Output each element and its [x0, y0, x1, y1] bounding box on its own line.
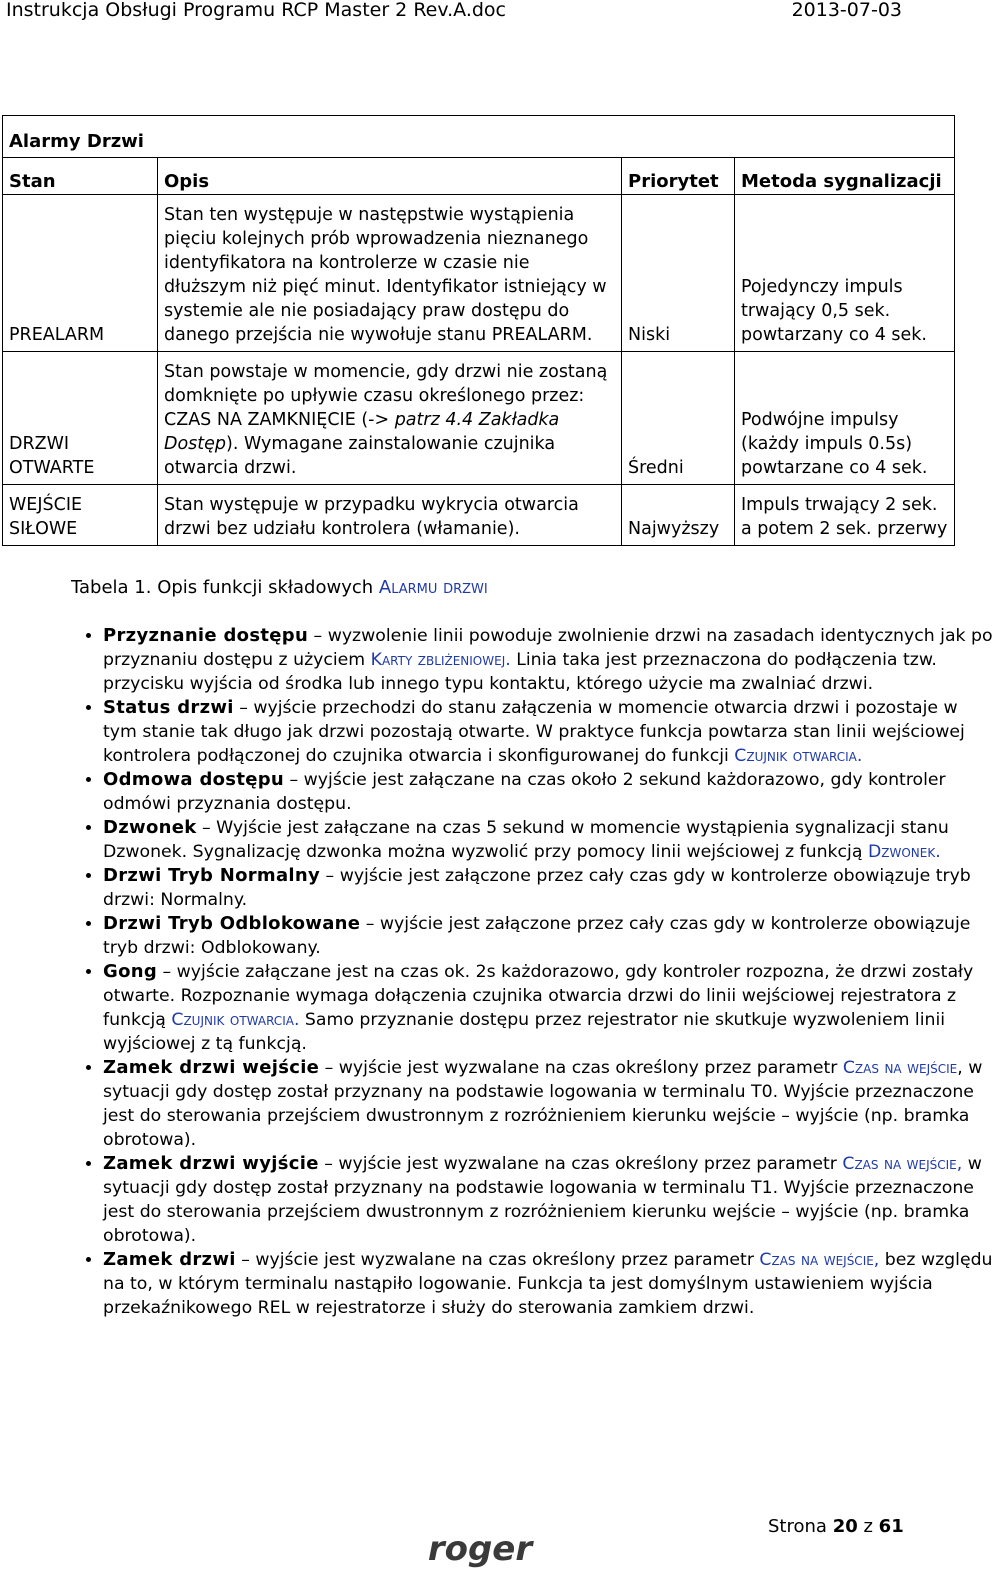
- column-header: Priorytet: [622, 158, 735, 195]
- list-item: [103, 816, 993, 864]
- function-text: , w sytuacji gdy dostęp został przyznany na podstawie logowania w terminalu T0. Wyjście przeznaczone jest do sterowania przejściem dwustronnym z rozróżnieniem kierunku wejście – wyjście (np. bramka obrotowa).: [103, 1058, 983, 1150]
- priority-cell: Średni: [622, 352, 735, 485]
- list-item: [103, 1056, 993, 1152]
- roger-logo: [425, 1530, 535, 1570]
- function-link[interactable]: Czujnik otwarcia.: [171, 1010, 300, 1030]
- function-term: Status drzwi: [103, 697, 234, 718]
- svg-text:roger: roger: [427, 1529, 533, 1569]
- function-link[interactable]: Czas na wejście: [842, 1058, 958, 1078]
- list-item: [103, 1152, 993, 1248]
- description-text: Stan powstaje w momencie, gdy drzwi nie zostaną domknięte po upływie czasu określonego przez: CZAS NA ZAMKNIĘCIE (->: [164, 362, 608, 430]
- table-row: [3, 195, 955, 352]
- page-header: [0, 0, 960, 28]
- method-cell: Impuls trwający 2 sek. a potem 2 sek. przerwy: [735, 485, 955, 546]
- function-text: – wyjście jest załączane na czas około 2 sekund każdorazowo, gdy kontroler odmówi przyznania dostępu.: [103, 770, 946, 814]
- function-text: – wyjście przechodzi do stanu załączenia w momencie otwarcia drzwi i pozostaje w tym stanie tak długo jak drzwi pozostają otwarte. W praktyce funkcja powtarza stan linii wejściowej kontrolera podłączonej do czujnika otwarcia i skonfigurowanej do funkcji: [103, 698, 965, 766]
- list-item: [103, 624, 993, 696]
- description-cell: [158, 352, 622, 485]
- table-title-row: [3, 116, 955, 158]
- list-item: [103, 696, 993, 768]
- function-text: – wyjście załączane jest na czas ok. 2s każdorazowo, gdy kontroler rozpozna, że drzwi zostały otwarte. Rozpoznanie wymaga dołączenia czujnika otwarcia drzwi do linii wejściowej rejestratora z funkcją: [103, 962, 974, 1030]
- function-text: bez względu na to, w którym terminalu nastąpiło logowanie. Funkcja ta jest domyślnym ustawieniem wyjścia przekaźnikowego REL w rejestratorze i służy do sterowania zamkiem drzwi.: [103, 1250, 993, 1318]
- function-text: – Wyjście jest załączane na czas 5 sekund w momencie wystąpienia sygnalizacji stanu Dzwonek. Sygnalizację dzwonka można wyzwolić przy pomocy linii wejściowej z funkcją: [103, 818, 949, 862]
- function-link[interactable]: Czujnik otwarcia.: [734, 746, 863, 766]
- column-header: Opis: [158, 158, 622, 195]
- caption-text: Tabela 1. Opis funkcji składowych: [71, 577, 379, 598]
- function-link[interactable]: Czas na wejście,: [759, 1250, 880, 1270]
- list-item: [103, 912, 993, 960]
- list-item: [103, 1248, 993, 1320]
- function-text: – wyjście jest wyzwalane na czas określony przez parametr: [319, 1058, 843, 1078]
- table-title: Alarmy Drzwi: [3, 116, 955, 158]
- priority-cell: Niski: [622, 195, 735, 352]
- document-date: 2013-07-03: [791, 0, 902, 21]
- state-cell: WEJŚCIE SIŁOWE: [3, 485, 158, 546]
- description-cell: Stan występuje w przypadku wykrycia otwarcia drzwi bez udziału kontrolera (włamanie).: [158, 485, 622, 546]
- function-term: Zamek drzwi wejście: [103, 1057, 320, 1078]
- function-text: Samo przyznanie dostępu przez rejestrator nie skutkuje wyzwoleniem linii wyjściowej z tą funkcją.: [103, 1010, 946, 1054]
- function-text: Linia taka jest przeznaczona do podłączenia tzw. przycisku wyjścia od środka lub innego typu kontaktu, którego użycie ma zwalniać drzwi.: [103, 650, 937, 694]
- function-text: – wyjście jest załączone przez cały czas gdy w kontrolerze obowiązuje tryb drzwi: Odblokowany.: [103, 914, 971, 958]
- function-term: Gong: [103, 961, 158, 982]
- function-text: – wyjście jest wyzwalane na czas określony przez parametr: [235, 1250, 760, 1270]
- function-term: Zamek drzwi wyjście: [103, 1153, 319, 1174]
- cross-reference: patrz 4.4 Zakładka Dostęp: [164, 410, 560, 454]
- document-title: Instrukcja Obsługi Programu RCP Master 2 Rev.A.doc: [6, 0, 506, 21]
- function-term: Odmowa dostępu: [103, 769, 285, 790]
- function-term: Zamek drzwi: [103, 1249, 236, 1270]
- state-cell: PREALARM: [3, 195, 158, 352]
- door-alarms-table: [2, 115, 955, 546]
- method-cell: Pojedynczy impuls trwający 0,5 sek. powtarzany co 4 sek.: [735, 195, 955, 352]
- function-term: Drzwi Tryb Odblokowane: [103, 913, 361, 934]
- state-cell: DRZWI OTWARTE: [3, 352, 158, 485]
- function-term: Drzwi Tryb Normalny: [103, 865, 321, 886]
- function-link[interactable]: Czas na wejście,: [842, 1154, 963, 1174]
- function-term: Dzwonek: [103, 817, 197, 838]
- function-link[interactable]: Dzwonek.: [867, 842, 941, 862]
- list-item: [103, 864, 993, 912]
- method-cell: Podwójne impulsy (każdy impuls 0.5s) powtarzane co 4 sek.: [735, 352, 955, 485]
- description-text: ). Wymagane zainstalowanie czujnika otwarcia drzwi.: [164, 434, 556, 478]
- page-number: Strona 20 z 61: [768, 1516, 904, 1537]
- table-header-row: [3, 158, 955, 195]
- column-header: Metoda sygnalizacji: [735, 158, 955, 195]
- total-pages: 61: [878, 1516, 904, 1537]
- description-cell: Stan ten występuje w następstwie wystąpienia pięciu kolejnych prób wprowadzenia nieznanego identyfikatora na kontrolerze w czasie nie dłuższym niż pięć minut. Identyfikator istniejący w systemie ale nie posiadający praw dostępu do danego przejścia nie wywołuje stanu PREALARM.: [158, 195, 622, 352]
- function-text: – wyjście jest wyzwalane na czas określony przez parametr: [318, 1154, 843, 1174]
- function-text: – wyjście jest załączone przez cały czas gdy w kontrolerze obowiązuje tryb drzwi: Normalny.: [103, 866, 971, 910]
- function-text: w sytuacji gdy dostęp został przyznany na podstawie logowania w terminalu T1. Wyjście przeznaczone jest do sterowania przejściem dwustronnym z rozróżnieniem kierunku wejście – wyjście (np. bramka obrotowa).: [103, 1154, 982, 1246]
- table-caption: [71, 577, 488, 598]
- function-term: Przyznanie dostępu: [103, 625, 309, 646]
- list-item: [103, 768, 993, 816]
- table-row: [3, 352, 955, 485]
- column-header: Stan: [3, 158, 158, 195]
- priority-cell: Najwyższy: [622, 485, 735, 546]
- function-text: – wyzwolenie linii powoduje zwolnienie drzwi na zasadach identycznych jak po przyznaniu dostępu z użyciem: [103, 626, 993, 670]
- caption-link[interactable]: Alarmu drzwi: [378, 577, 488, 598]
- table-row: [3, 485, 955, 546]
- list-item: [103, 960, 993, 1056]
- current-page: 20: [832, 1516, 858, 1537]
- function-link[interactable]: Karty zbliżeniowej.: [370, 650, 511, 670]
- output-functions-list: [62, 624, 993, 1320]
